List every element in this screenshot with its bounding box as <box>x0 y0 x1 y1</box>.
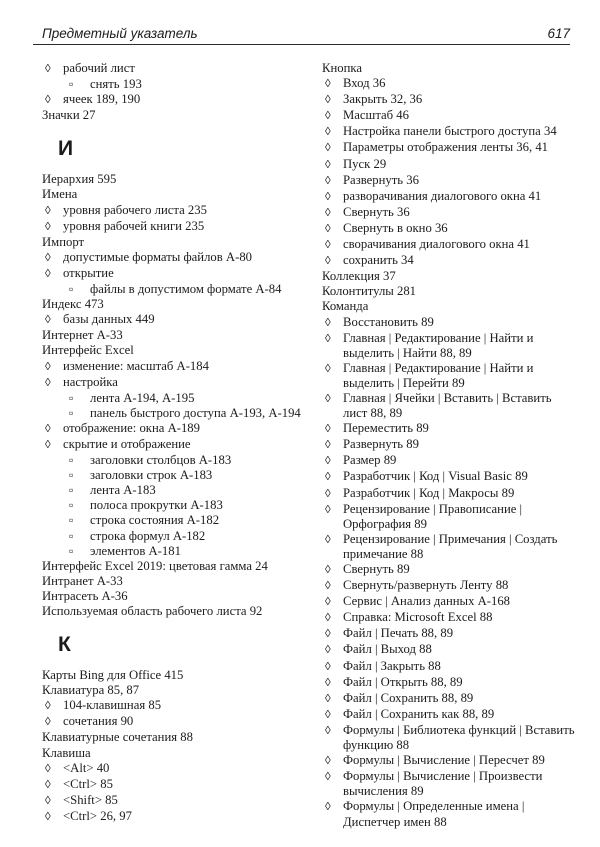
index-entry <box>42 761 304 777</box>
diamond-bullet-icon: ◊ <box>325 644 331 657</box>
index-entry <box>322 610 578 626</box>
index-entry <box>322 486 578 502</box>
diamond-bullet-icon: ◊ <box>45 762 51 775</box>
index-entry-text: открытие <box>63 265 114 280</box>
index-entry-text: Файл | Закрыть 88 <box>343 658 441 673</box>
index-entry <box>42 282 304 297</box>
index-entry-text: Формулы | Определенные имена | Диспетчер имен 88 <box>343 799 525 829</box>
diamond-bullet-icon: ◊ <box>45 700 51 713</box>
index-entry-text: Файл | Печать 88, 89 <box>343 626 454 641</box>
diamond-bullet-icon: ◊ <box>325 455 331 468</box>
index-entry <box>322 502 578 532</box>
index-columns <box>42 61 575 830</box>
index-entry-text: Пуск 29 <box>343 156 387 171</box>
index-entry-text: Настройка панели быстрого доступа 34 <box>343 124 557 139</box>
index-entry <box>42 312 304 328</box>
index-entry <box>42 559 304 574</box>
index-entry <box>42 468 304 483</box>
page-number: 617 <box>547 26 570 41</box>
index-entry-text: заголовки столбцов А-183 <box>90 453 232 468</box>
index-entry <box>42 698 304 714</box>
index-entry-text: Развернуть 89 <box>343 437 419 452</box>
diamond-bullet-icon: ◊ <box>325 190 331 203</box>
diamond-bullet-icon: ◊ <box>45 314 51 327</box>
index-entry-text: изменение: масштаб А-184 <box>63 358 209 373</box>
index-entry-text: Размер 89 <box>343 453 397 468</box>
index-entry-text: Свернуть в окно 36 <box>343 220 448 235</box>
square-bullet-icon: ▫ <box>69 405 74 420</box>
index-entry <box>322 299 578 314</box>
diamond-bullet-icon: ◊ <box>45 63 51 75</box>
diamond-bullet-icon: ◊ <box>45 778 51 791</box>
diamond-bullet-icon: ◊ <box>325 628 331 641</box>
index-entry <box>322 205 578 221</box>
index-entry-text: отображение: окна А-189 <box>63 420 200 435</box>
index-entry-text: Формулы | Библиотека функций | Вставить функцию 88 <box>343 722 575 753</box>
index-entry-text: Клавиатура 85, 87 <box>42 683 140 698</box>
index-entry <box>322 437 578 453</box>
index-entry <box>42 203 304 219</box>
index-entry-text: разворачивания диалогового окна 41 <box>343 188 542 203</box>
index-entry-text: лента А-194, А-195 <box>90 390 195 405</box>
diamond-bullet-icon: ◊ <box>325 580 331 593</box>
index-entry-text: уровня рабочей книги 235 <box>63 218 205 233</box>
index-entry <box>322 594 578 610</box>
index-entry <box>42 589 304 604</box>
square-bullet-icon: ▫ <box>69 513 74 528</box>
index-entry-text: заголовки строк А-183 <box>90 468 213 483</box>
index-entry-text: сворачивания диалогового окна 41 <box>343 237 530 252</box>
index-entry-text: Импорт <box>42 234 85 249</box>
index-column-left <box>42 61 304 830</box>
index-entry <box>42 574 304 589</box>
index-entry <box>322 421 578 437</box>
index-entry <box>322 562 578 578</box>
index-entry-text: элементов А-181 <box>90 543 181 558</box>
diamond-bullet-icon: ◊ <box>45 376 51 389</box>
diamond-bullet-icon: ◊ <box>45 438 51 451</box>
square-bullet-icon: ▫ <box>69 468 74 483</box>
diamond-bullet-icon: ◊ <box>325 596 331 609</box>
index-entry-text: рабочий лист <box>63 61 135 75</box>
index-entry <box>322 391 578 421</box>
index-entry <box>42 544 304 559</box>
running-header-title: Предметный указатель <box>42 26 198 41</box>
diamond-bullet-icon: ◊ <box>325 362 331 375</box>
square-bullet-icon: ▫ <box>69 528 74 543</box>
index-entry-text: Интерфейс Excel 2019: цветовая гамма 24 <box>42 558 268 573</box>
index-entry <box>322 469 578 485</box>
index-entry <box>322 61 578 76</box>
index-entry-text: строка состояния А-182 <box>90 513 220 528</box>
index-entry <box>322 723 578 753</box>
diamond-bullet-icon: ◊ <box>325 142 331 155</box>
index-entry-text: Файл | Открыть 88, 89 <box>343 674 463 689</box>
diamond-bullet-icon: ◊ <box>325 255 331 268</box>
index-entry-text: лента А-183 <box>90 483 156 498</box>
index-entry <box>322 331 578 361</box>
index-entry-text: панель быстрого доступа А-193, А-194 <box>90 405 301 420</box>
index-entry-text: сочетания 90 <box>63 714 134 729</box>
index-entry-text: <Alt> 40 <box>63 760 110 775</box>
diamond-bullet-icon: ◊ <box>325 174 331 187</box>
index-entry <box>42 529 304 544</box>
index-entry <box>42 77 304 92</box>
index-entry <box>42 483 304 498</box>
index-entry-text: скрытие и отображение <box>63 436 191 451</box>
index-column-right <box>322 61 578 830</box>
diamond-bullet-icon: ◊ <box>325 708 331 721</box>
index-entry <box>322 237 578 253</box>
index-entry <box>322 269 578 284</box>
index-entry <box>42 406 304 421</box>
index-entry-text: снять 193 <box>90 77 142 92</box>
diamond-bullet-icon: ◊ <box>325 316 331 329</box>
index-entry-text: Вход 36 <box>343 76 386 91</box>
index-entry <box>322 108 578 124</box>
index-entry <box>322 769 578 799</box>
index-entry-text: Главная | Ячейки | Вставить | Вставить лист 88, 89 <box>343 390 552 421</box>
diamond-bullet-icon: ◊ <box>325 801 331 814</box>
index-entry <box>42 250 304 266</box>
index-entry-text: Коллекция 37 <box>322 269 396 284</box>
index-entry-text: файлы в допустимом формате А-84 <box>90 282 282 297</box>
diamond-bullet-icon: ◊ <box>325 724 331 737</box>
index-entry-text: Главная | Редактирование | Найти и выделить | Перейти 89 <box>343 360 534 390</box>
index-entry <box>42 375 304 391</box>
diamond-bullet-icon: ◊ <box>45 810 51 823</box>
diamond-bullet-icon: ◊ <box>325 660 331 673</box>
index-entry <box>322 578 578 594</box>
diamond-bullet-icon: ◊ <box>325 755 331 768</box>
index-entry-text: Формулы | Вычисление | Пересчет 89 <box>343 753 545 768</box>
index-entry <box>322 707 578 723</box>
index-entry <box>42 793 304 809</box>
index-entry-text: Параметры отображения ленты 36, 41 <box>343 140 549 155</box>
index-entry-text: настройка <box>63 374 118 389</box>
square-bullet-icon: ▫ <box>69 498 74 513</box>
diamond-bullet-icon: ◊ <box>45 204 51 217</box>
diamond-bullet-icon: ◊ <box>325 392 331 405</box>
diamond-bullet-icon: ◊ <box>325 692 331 705</box>
index-entry <box>42 92 304 108</box>
diamond-bullet-icon: ◊ <box>325 487 331 500</box>
index-entry <box>42 604 304 619</box>
index-entry <box>322 76 578 92</box>
index-entry <box>322 253 578 269</box>
index-entry <box>42 668 304 683</box>
index-entry <box>42 343 304 358</box>
index-entry <box>42 498 304 513</box>
diamond-bullet-icon: ◊ <box>325 771 331 784</box>
diamond-bullet-icon: ◊ <box>325 239 331 252</box>
running-header <box>33 26 570 45</box>
index-entry <box>322 675 578 691</box>
diamond-bullet-icon: ◊ <box>45 94 51 107</box>
diamond-bullet-icon: ◊ <box>325 439 331 452</box>
index-entry-text: Иерархия 595 <box>42 172 117 187</box>
index-entry-text: Колонтитулы 281 <box>322 284 417 299</box>
diamond-bullet-icon: ◊ <box>325 222 331 235</box>
index-entry-text: Масштаб 46 <box>343 108 409 123</box>
index-entry <box>322 453 578 469</box>
index-entry <box>42 730 304 745</box>
index-entry <box>42 777 304 793</box>
diamond-bullet-icon: ◊ <box>325 94 331 107</box>
index-entry <box>42 328 304 343</box>
diamond-bullet-icon: ◊ <box>325 612 331 625</box>
index-entry <box>322 799 578 829</box>
index-entry <box>42 809 304 825</box>
index-entry <box>322 157 578 173</box>
index-entry-text: Кнопка <box>322 61 362 75</box>
index-entry-text: <Ctrl> 85 <box>63 776 113 791</box>
index-entry <box>322 189 578 205</box>
index-entry-text: Клавиатурные сочетания 88 <box>42 730 193 745</box>
index-entry <box>42 746 304 761</box>
index-entry-text: Свернуть 36 <box>343 204 410 219</box>
index-entry-text: Файл | Сохранить 88, 89 <box>343 690 474 705</box>
index-entry-text: Клавиша <box>42 745 91 760</box>
diamond-bullet-icon: ◊ <box>325 158 331 171</box>
index-entry-text: Файл | Выход 88 <box>343 642 432 657</box>
index-entry-text: Используемая область рабочего листа 92 <box>42 604 263 618</box>
index-entry-text: Интернет А-33 <box>42 328 123 343</box>
index-entry-text: Интранет А-33 <box>42 573 123 588</box>
index-entry <box>322 753 578 769</box>
index-entry-text: <Ctrl> 26, 97 <box>63 808 132 823</box>
section-letter: К <box>58 633 71 657</box>
index-entry <box>322 221 578 237</box>
index-entry-text: Рецензирование | Правописание | Орфография 89 <box>343 501 523 531</box>
square-bullet-icon: ▫ <box>69 77 74 92</box>
index-entry-text: Восстановить 89 <box>343 314 434 329</box>
index-entry <box>42 683 304 698</box>
square-bullet-icon: ▫ <box>69 453 74 468</box>
index-entry <box>322 626 578 642</box>
index-entry <box>322 284 578 299</box>
index-entry <box>42 359 304 375</box>
index-entry <box>322 532 578 562</box>
index-entry-text: Рецензирование | Примечания | Создать примечание 88 <box>343 531 558 561</box>
index-entry <box>42 437 304 453</box>
square-bullet-icon: ▫ <box>69 483 74 498</box>
index-entry <box>322 124 578 140</box>
index-entry-text: Формулы | Вычисление | Произвести вычисления 89 <box>343 769 543 799</box>
index-entry-text: уровня рабочего листа 235 <box>63 202 207 217</box>
index-entry-text: ячеек 189, 190 <box>63 92 141 107</box>
index-entry <box>322 659 578 675</box>
index-entry-text: Сервис | Анализ данных А-168 <box>343 594 511 609</box>
index-entry <box>42 235 304 250</box>
index-entry-text: Файл | Сохранить как 88, 89 <box>343 706 495 721</box>
index-entry <box>42 421 304 437</box>
index-entry <box>42 513 304 528</box>
diamond-bullet-icon: ◊ <box>325 564 331 576</box>
index-entry <box>42 391 304 406</box>
index-entry-text: Интрасеть А-36 <box>42 588 128 603</box>
index-entry-text: Свернуть 89 <box>343 562 410 576</box>
index-entry-text: Имена <box>42 187 78 202</box>
diamond-bullet-icon: ◊ <box>325 503 331 516</box>
index-entry-text: базы данных 449 <box>63 312 155 327</box>
index-entry-text: Главная | Редактирование | Найти и выделить | Найти 88, 89 <box>343 330 534 360</box>
index-entry-text: Свернуть/развернуть Ленту 88 <box>343 578 509 593</box>
index-entry-text: Карты Bing для Office 415 <box>42 668 184 683</box>
index-entry-text: 104-клавишная 85 <box>63 698 162 713</box>
index-entry <box>42 108 304 123</box>
index-entry-text: Индекс 473 <box>42 297 104 312</box>
index-entry <box>42 453 304 468</box>
index-entry <box>322 173 578 189</box>
diamond-bullet-icon: ◊ <box>45 422 51 435</box>
diamond-bullet-icon: ◊ <box>45 716 51 729</box>
index-entry-text: Значки 27 <box>42 108 96 123</box>
index-entry <box>322 361 578 391</box>
index-entry-text: Интерфейс Excel <box>42 343 134 358</box>
diamond-bullet-icon: ◊ <box>325 471 331 484</box>
square-bullet-icon: ▫ <box>69 543 74 558</box>
index-entry <box>42 172 304 187</box>
index-entry-text: строка формул А-182 <box>90 528 206 543</box>
index-entry-text: Переместить 89 <box>343 421 429 436</box>
index-entry <box>42 187 304 202</box>
index-entry <box>42 714 304 730</box>
diamond-bullet-icon: ◊ <box>325 126 331 139</box>
index-entry <box>42 266 304 282</box>
index-entry <box>322 92 578 108</box>
index-entry <box>322 642 578 658</box>
diamond-bullet-icon: ◊ <box>325 423 331 436</box>
diamond-bullet-icon: ◊ <box>45 794 51 807</box>
index-entry <box>42 219 304 235</box>
index-entry <box>322 691 578 707</box>
diamond-bullet-icon: ◊ <box>45 220 51 233</box>
diamond-bullet-icon: ◊ <box>45 267 51 280</box>
diamond-bullet-icon: ◊ <box>325 332 331 345</box>
index-entry-text: сохранить 34 <box>343 253 414 268</box>
index-entry <box>42 61 304 77</box>
diamond-bullet-icon: ◊ <box>325 533 331 546</box>
diamond-bullet-icon: ◊ <box>325 206 331 219</box>
diamond-bullet-icon: ◊ <box>45 251 51 264</box>
section-letter: И <box>58 137 74 161</box>
index-entry-text: Разработчик | Код | Макросы 89 <box>343 485 515 500</box>
index-entry <box>322 140 578 156</box>
diamond-bullet-icon: ◊ <box>325 78 331 91</box>
index-entry-text: допустимые форматы файлов А-80 <box>63 249 253 264</box>
square-bullet-icon: ▫ <box>69 282 74 297</box>
diamond-bullet-icon: ◊ <box>325 676 331 689</box>
index-entry-text: полоса прокрутки А-183 <box>90 498 223 513</box>
index-entry-text: Команда <box>322 299 369 314</box>
index-entry-text: Закрыть 32, 36 <box>343 92 423 107</box>
index-entry <box>322 315 578 331</box>
index-entry <box>42 297 304 312</box>
index-entry-text: Справка: Microsoft Excel 88 <box>343 610 493 625</box>
index-entry-text: <Shift> 85 <box>63 792 118 807</box>
diamond-bullet-icon: ◊ <box>45 360 51 373</box>
diamond-bullet-icon: ◊ <box>325 110 331 123</box>
index-entry-text: Развернуть 36 <box>343 172 419 187</box>
square-bullet-icon: ▫ <box>69 390 74 405</box>
index-entry-text: Разработчик | Код | Visual Basic 89 <box>343 469 528 484</box>
